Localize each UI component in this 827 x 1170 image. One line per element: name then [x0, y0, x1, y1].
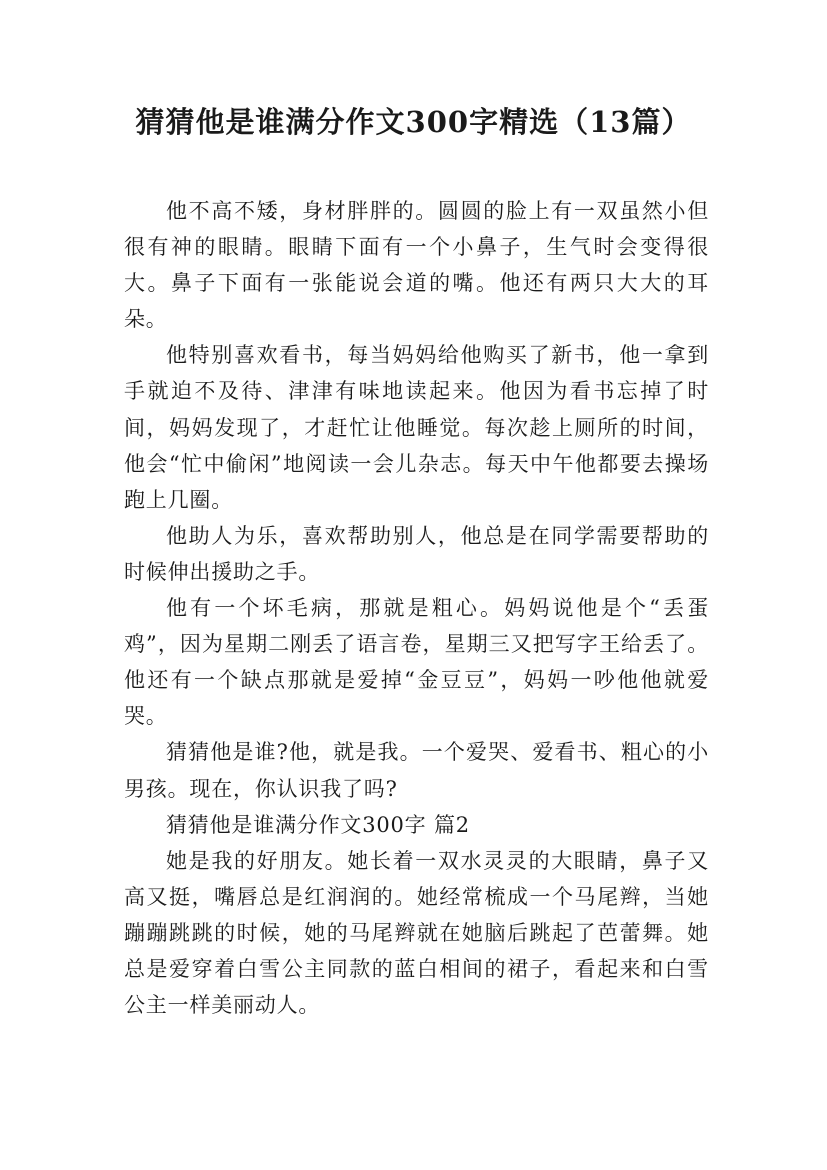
- paragraph-flaws: 他有一个坏毛病，那就是粗心。妈妈说他是个“丢蛋鸡”，因为星期二刚丢了语言卷，星期三又把写字王给丢了。他还有一个缺点那就是爱掉“金豆豆”，妈妈一吵他他就爱哭。: [124, 596, 709, 729]
- paragraph-friend: 她是我的好朋友。她长着一双水灵灵的大眼睛，鼻子又高又挺，嘴唇总是红润润的。她经常梳成一个马尾辫，当她蹦蹦跳跳的时候，她的马尾辫就在她脑后跳起了芭蕾舞。她总是爱穿着白雪公主同款的蓝白相间的裙子，看起来和白雪公主一样美丽动人。: [124, 848, 709, 1018]
- paragraph-reading: 他特别喜欢看书，每当妈妈给他购买了新书，他一拿到手就迫不及待、津津有味地读起来。他因为看书忘掉了时间，妈妈发现了，才赶忙让他睡觉。每次趁上厕所的时间，他会“忙中偷闲”地阅读一会儿杂志。每天中午他都要去操场跑上几圈。: [124, 343, 709, 512]
- section-2-heading: 猜猜他是谁满分作文300字 篇2: [166, 812, 470, 837]
- paragraph-reveal: 猜猜他是谁?他，就是我。一个爱哭、爱看书、粗心的小男孩。现在，你认识我了吗?: [124, 740, 709, 801]
- document-body: [124, 193, 709, 1023]
- paragraph-appearance: 他不高不矮，身材胖胖的。圆圆的脸上有一双虽然小但很有神的眼睛。眼睛下面有一个小鼻子，生气时会变得很大。鼻子下面有一张能说会道的嘴。他还有两只大大的耳朵。: [124, 199, 709, 332]
- document-title: 猜猜他是谁满分作文300字精选（13篇）: [135, 105, 692, 139]
- paragraph-helping: 他助人为乐，喜欢帮助别人，他总是在同学需要帮助的时候伸出援助之手。: [124, 523, 709, 584]
